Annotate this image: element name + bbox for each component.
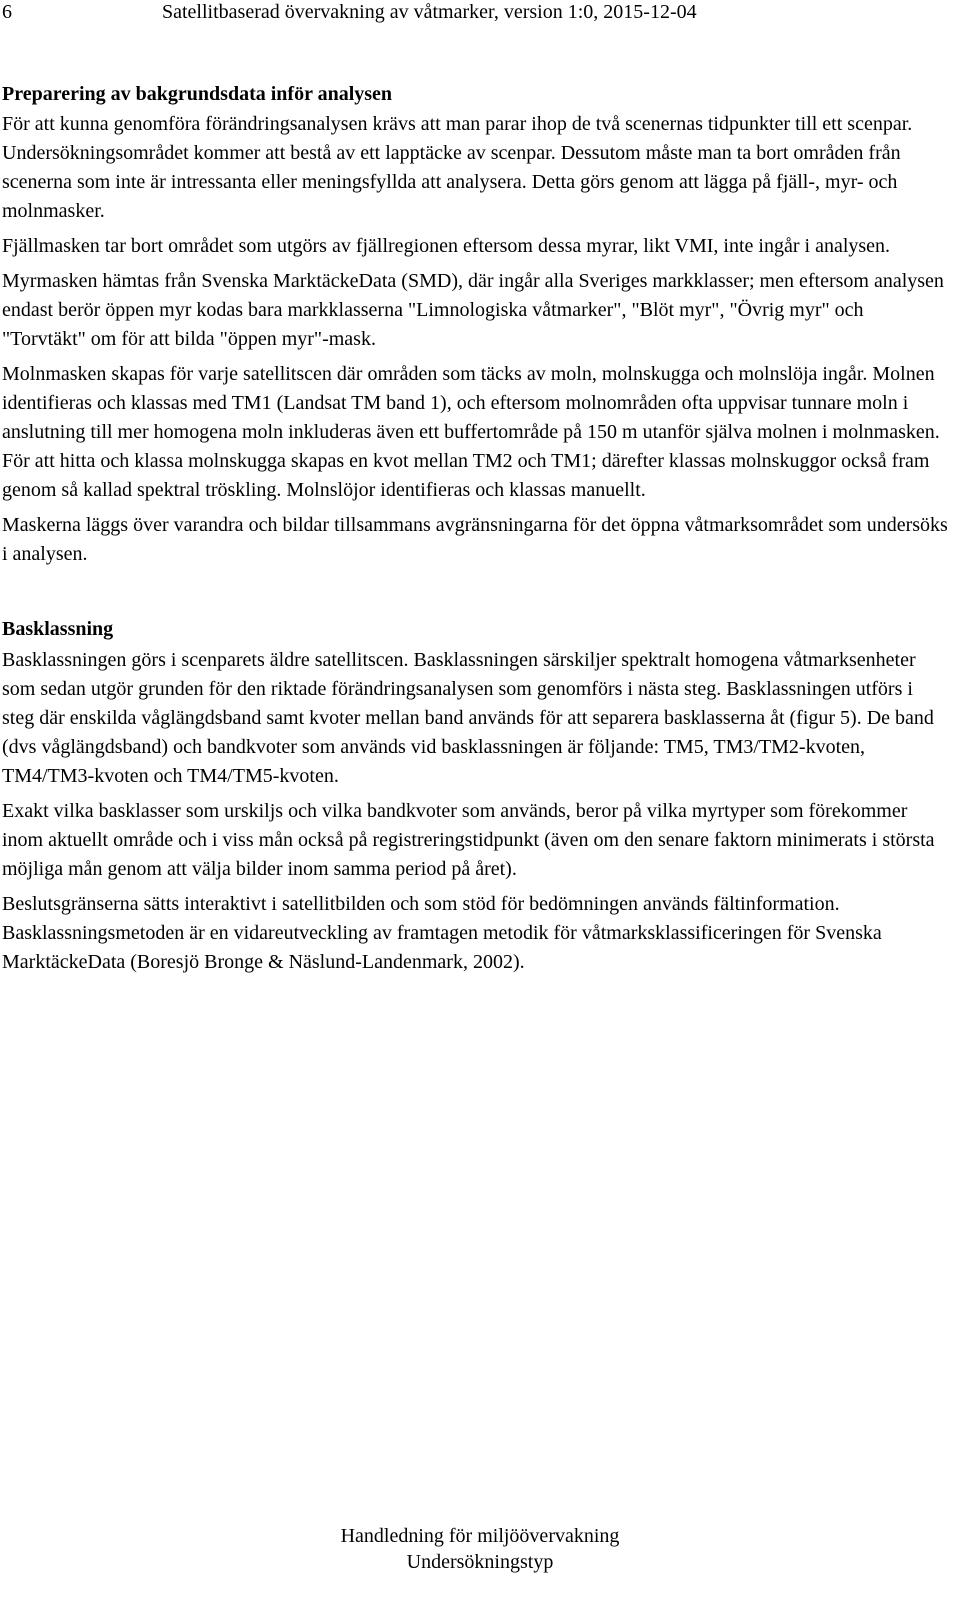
- footer-line-handbook: Handledning för miljöövervakning: [340, 1525, 620, 1547]
- footer-line-type: Undersökningstyp: [406, 1551, 554, 1573]
- section-heading-preparering: Preparering av bakgrundsdata inför analysen: [2, 83, 393, 105]
- page-header: [0, 0, 960, 30]
- paragraph: För att kunna genomföra förändringsanalysen krävs att man parar ihop de två scenernas tidpunkter till ett scenpar. Undersökningsområdet kommer att bestå av ett lapptäcke av scenpar. Dessutom måste man ta bort områden från scenerna som inte är intressanta eller meningsfyllda att analysera. Detta görs genom att lägga på fjäll-, myr- och molnmasker.: [2, 113, 913, 222]
- paragraph: Maskerna läggs över varandra och bildar tillsammans avgränsningarna för det öppna våtmarksområdet som undersöks i analysen.: [2, 514, 948, 565]
- section-heading-basklassning: Basklassning: [2, 618, 114, 640]
- paragraph: Basklassningen görs i scenparets äldre satellitscen. Basklassningen särskiljer spektralt homogena våtmarksenheter som sedan utgör grunden för den riktade förändringsanalysen som genomförs i nästa steg. Basklassningen utförs i steg där enskilda våglängdsband samt kvoter mellan band används för att separera basklasserna åt (figur 5). De band (dvs våglängdsband) och bandkvoter som används vid basklassningen är följande: TM5, TM3/TM2-kvoten, TM4/TM3-kvoten och TM4/TM5-kvoten.: [2, 649, 934, 787]
- paragraph: Molnmasken skapas för varje satellitscen där områden som täcks av moln, molnskugga och molnslöja ingår. Molnen identifieras och klassas med TM1 (Landsat TM band 1), och eftersom molnområden ofta uppvisar tunnare moln i anslutning till mer homogena moln inkluderas även ett buffertområde på 150 m utanför själva molnen i molnmasken. För att hitta och klassa molnskugga skapas en kvot mellan TM2 och TM1; därefter klassas molnskuggor också fram genom så kallad spektral tröskling. Molnslöjor identifieras och klassas manuellt.: [2, 363, 940, 501]
- running-title: Satellitbaserad övervakning av våtmarker, version 1:0, 2015-12-04: [162, 1, 697, 23]
- page-number: 6: [2, 1, 12, 23]
- paragraph: Exakt vilka basklasser som urskiljs och vilka bandkvoter som används, beror på vilka myrtyper som förekommer inom aktuellt område och i viss mån också på registreringstidpunkt (även om den senare faktorn minimerats i största möjliga mån genom att välja bilder inom samma period på året).: [2, 800, 935, 880]
- paragraph: Fjällmasken tar bort området som utgörs av fjällregionen eftersom dessa myrar, likt VMI, inte ingår i analysen.: [2, 235, 891, 257]
- page-footer: [0, 1523, 960, 1575]
- section-preparering: [2, 82, 950, 569]
- paragraph: Beslutsgränserna sätts interaktivt i satellitbilden och som stöd för bedömningen används fältinformation. Basklassningsmetoden är en vidareutveckling av framtagen metodik för våtmarksklassificeringen för Svenska MarktäckeData (Boresjö Bronge & Näslund-Landenmark, 2002).: [2, 893, 882, 973]
- document-body: [2, 82, 950, 983]
- paragraph: Myrmasken hämtas från Svenska MarktäckeData (SMD), där ingår alla Sveriges markklasser; men eftersom analysen endast berör öppen myr kodas bara markklasserna "Limnologiska våtmarker", "Blöt myr", "Övrig myr" och "Torvtäkt" om för att bilda "öppen myr"-mask.: [2, 270, 944, 350]
- section-basklassning: [2, 617, 950, 977]
